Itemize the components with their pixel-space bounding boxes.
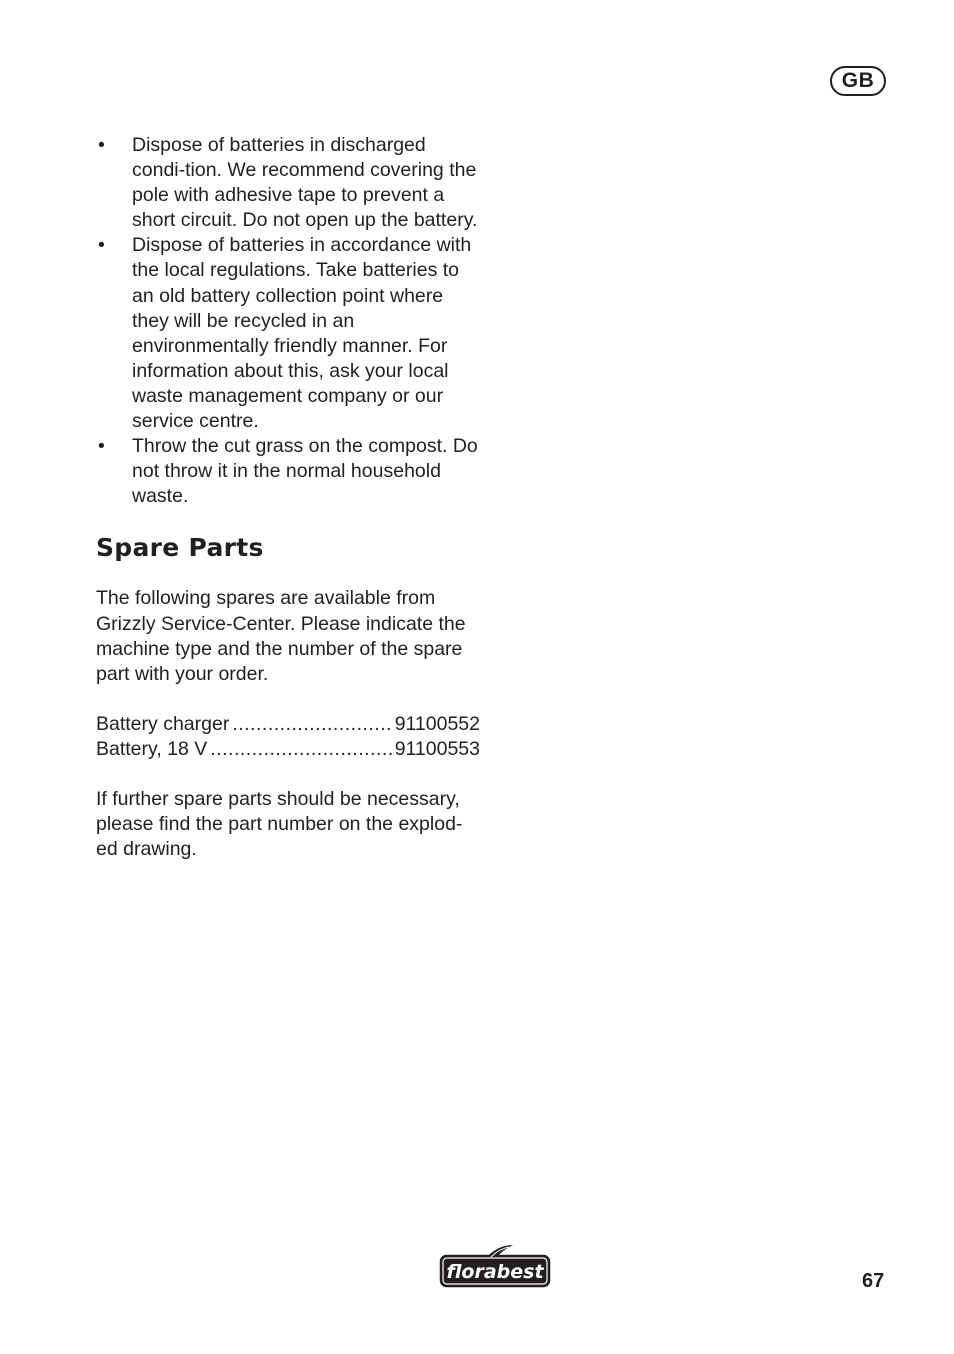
bullet-symbol: • bbox=[98, 134, 105, 156]
language-badge: GB bbox=[830, 66, 886, 96]
spare-part-row bbox=[96, 737, 480, 762]
page-content bbox=[96, 133, 480, 862]
list-item bbox=[96, 133, 480, 233]
disposal-bullet-list bbox=[96, 133, 480, 509]
bullet-symbol: • bbox=[98, 435, 105, 458]
bullet-text: Dispose of batteries in discharged condi-tion. We recommend covering the pole with adhesive tape to prevent a short circuit. Do not open up the battery. bbox=[132, 134, 478, 232]
spare-parts-intro: The following spares are available from Grizzly Service-Center. Please indicate the machine type and the number of the spare part with your order. bbox=[96, 587, 466, 685]
page-number: 67 bbox=[862, 1270, 885, 1292]
bullet-text: Dispose of batteries in accordance with the local regulations. Take batteries to an old battery collection point where they will be recycled in an environmentally friendly manner. For information about this, ask your local waste management company or our service centre. bbox=[132, 234, 472, 433]
dot-leader bbox=[232, 712, 391, 737]
part-name: Battery charger bbox=[96, 712, 230, 735]
brand-wordmark: florabest bbox=[446, 1261, 544, 1283]
part-number: 91100553 bbox=[394, 737, 480, 760]
list-item bbox=[96, 233, 480, 434]
part-name: Battery, 18 V bbox=[96, 737, 208, 760]
bullet-symbol: • bbox=[98, 234, 105, 257]
bullet-text: Throw the cut grass on the compost. Do not throw it in the normal household waste. bbox=[132, 435, 478, 508]
dot-leader bbox=[210, 737, 391, 762]
florabest-logo bbox=[439, 1244, 551, 1288]
spare-part-row bbox=[96, 712, 480, 737]
part-number: 91100552 bbox=[394, 712, 480, 735]
spare-parts-heading: Spare Parts bbox=[96, 533, 264, 563]
list-item bbox=[96, 434, 480, 509]
spare-parts-list bbox=[96, 712, 480, 762]
spare-parts-outro: If further spare parts should be necessary, please find the part number on the explod-ed drawing. bbox=[96, 787, 463, 861]
